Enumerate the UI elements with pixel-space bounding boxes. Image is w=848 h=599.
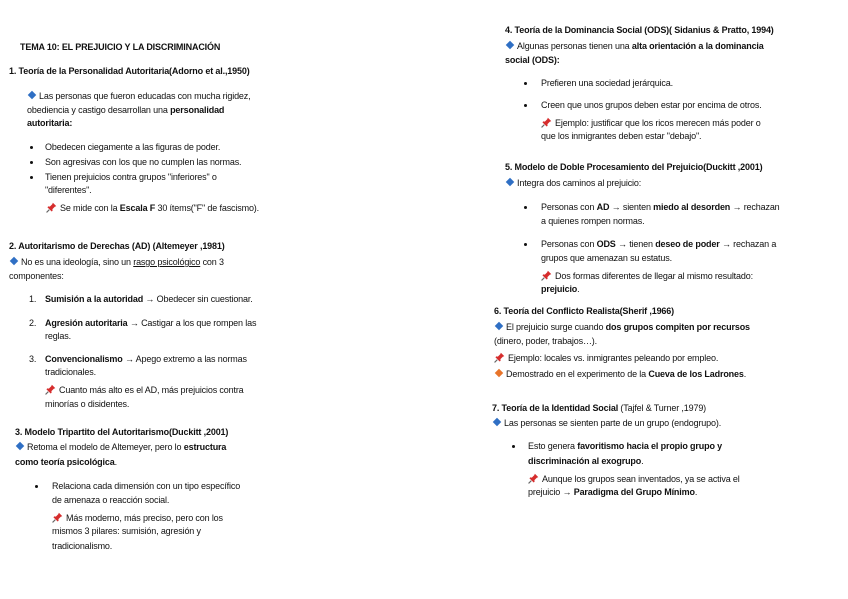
- list-item: Convencionalismo → Apego extremo a las normas: [45, 354, 247, 364]
- note-line: Se mide con la Escala F 30 ítems("F" de fascismo).: [46, 200, 259, 214]
- note-line: Dos formas diferentes de llegar al mismo resultado:: [541, 268, 753, 282]
- list-item: reglas.: [45, 331, 71, 341]
- paragraph-line: autoritaria:: [27, 118, 73, 128]
- note-line: prejuicio.: [541, 284, 580, 294]
- pushpin-icon: [46, 202, 57, 213]
- blue-diamond-icon: [506, 41, 514, 49]
- note-line: mismos 3 pilares: sumisión, agresión y: [52, 526, 201, 536]
- paragraph-line: (dinero, poder, trabajos…).: [494, 336, 598, 346]
- section-heading-7: 7. Teoría de la Identidad Social (Tajfel & Turner ,1979): [492, 403, 707, 413]
- paragraph-line: El prejuicio surge cuando dos grupos compiten por recursos: [494, 321, 750, 333]
- list-item: tradicionales.: [45, 367, 96, 377]
- pushpin-icon: [52, 512, 63, 523]
- bullet-icon: [30, 176, 33, 179]
- paragraph-line: componentes:: [9, 271, 64, 281]
- paragraph-line: Integra dos caminos al prejuicio:: [505, 177, 641, 189]
- pushpin-icon: [541, 270, 552, 281]
- bullet-icon: [35, 485, 38, 488]
- note-line: tradicionalismo.: [52, 541, 113, 551]
- bullet-icon: [524, 82, 527, 85]
- blue-diamond-icon: [506, 178, 514, 186]
- list-item: Personas con ODS → tienen deseo de poder → rechazan a: [541, 239, 777, 249]
- section-heading-1: 1. Teoría de la Personalidad Autoritaria(Adorno et al.,1950): [9, 66, 250, 76]
- list-item: grupos que amenazan su estatus.: [541, 253, 672, 263]
- list-number: 1.: [29, 294, 37, 304]
- list-item: Esto genera favoritismo hacia el propio grupo y: [528, 441, 723, 451]
- list-item: Creen que unos grupos deben estar por encima de otros.: [541, 100, 762, 110]
- list-item: a quienes rompen normas.: [541, 216, 645, 226]
- blue-diamond-icon: [16, 442, 24, 450]
- list-item: Sumisión a la autoridad → Obedecer sin cuestionar.: [45, 294, 253, 304]
- bullet-icon: [524, 206, 527, 209]
- section-heading-4: 4. Teoría de la Dominancia Social (ODS)( Sidanius & Pratto, 1994): [505, 25, 774, 35]
- note-line: Cuanto más alto es el AD, más prejuicios contra: [45, 382, 244, 396]
- section-heading-5: 5. Modelo de Doble Procesamiento del Prejuicio(Duckitt ,2001): [505, 162, 763, 172]
- note-line: Aunque los grupos sean inventados, ya se activa el: [528, 471, 740, 485]
- blue-diamond-icon: [10, 257, 18, 265]
- page-title: TEMA 10: EL PREJUICIO Y LA DISCRIMINACIÓN: [20, 42, 221, 52]
- bullet-icon: [524, 104, 527, 107]
- pushpin-icon: [528, 473, 539, 484]
- note-line: que los inmigrantes deben estar "debajo".: [541, 131, 702, 141]
- pushpin-icon: [494, 352, 505, 363]
- paragraph-line: Retoma el modelo de Altemeyer, pero lo estructura: [15, 441, 226, 453]
- bullet-icon: [524, 243, 527, 246]
- orange-diamond-icon: [495, 369, 503, 377]
- list-number: 2.: [29, 318, 37, 328]
- blue-diamond-icon: [28, 91, 36, 99]
- pushpin-icon: [45, 384, 56, 395]
- list-item: Son agresivas con los que no cumplen las normas.: [45, 157, 242, 167]
- paragraph-line: Las personas que fueron educadas con mucha rigidez,: [27, 90, 251, 102]
- list-item: Agresión autoritaria → Castigar a los que rompen las: [45, 318, 257, 328]
- note-line: minorías o disidentes.: [45, 399, 130, 409]
- list-item: Obedecen ciegamente a las figuras de poder.: [45, 142, 221, 152]
- blue-diamond-icon: [495, 322, 503, 330]
- list-item: Prefieren una sociedad jerárquica.: [541, 78, 673, 88]
- section-heading-3: 3. Modelo Tripartito del Autoritarismo(Duckitt ,2001): [15, 427, 229, 437]
- note-line: Ejemplo: justificar que los ricos merecen más poder o: [541, 115, 761, 129]
- paragraph-line: Las personas se sienten parte de un grupo (endogrupo).: [492, 417, 721, 429]
- bullet-icon: [30, 146, 33, 149]
- bullet-icon: [512, 445, 515, 448]
- paragraph-line: No es una ideología, sino un rasgo psicológico con 3: [9, 256, 224, 268]
- list-item: Tienen prejuicios contra grupos "inferiores" o: [45, 172, 217, 182]
- list-number: 3.: [29, 354, 37, 364]
- section-heading-6: 6. Teoría del Conflicto Realista(Sherif ,1966): [494, 306, 674, 316]
- paragraph-line: obediencia y castigo desarrollan una personalidad: [27, 105, 225, 115]
- list-item: Personas con AD → sienten miedo al desorden → rechazan: [541, 202, 780, 212]
- bullet-icon: [30, 161, 33, 164]
- note-line: prejuicio → Paradigma del Grupo Mínimo.: [528, 487, 698, 497]
- paragraph-line: Demostrado en el experimento de la Cueva de los Ladrones.: [494, 368, 746, 380]
- blue-diamond-icon: [493, 418, 501, 426]
- pushpin-icon: [541, 117, 552, 128]
- note-line: Más moderno, más preciso, pero con los: [52, 510, 223, 524]
- section-heading-2: 2. Autoritarismo de Derechas (AD) (Altemeyer ,1981): [9, 241, 225, 251]
- paragraph-line: como teoría psicológica.: [15, 457, 117, 467]
- paragraph-line: Ejemplo: locales vs. inmigrantes peleando por empleo.: [494, 350, 718, 364]
- list-item: Relaciona cada dimensión con un tipo específico: [52, 481, 241, 491]
- paragraph-line: social (ODS):: [505, 55, 560, 65]
- list-item: de amenaza o reacción social.: [52, 495, 170, 505]
- paragraph-line: Algunas personas tienen una alta orientación a la dominancia: [505, 40, 764, 52]
- list-item: "diferentes".: [45, 185, 92, 195]
- list-item: discriminación al exogrupo.: [528, 456, 644, 466]
